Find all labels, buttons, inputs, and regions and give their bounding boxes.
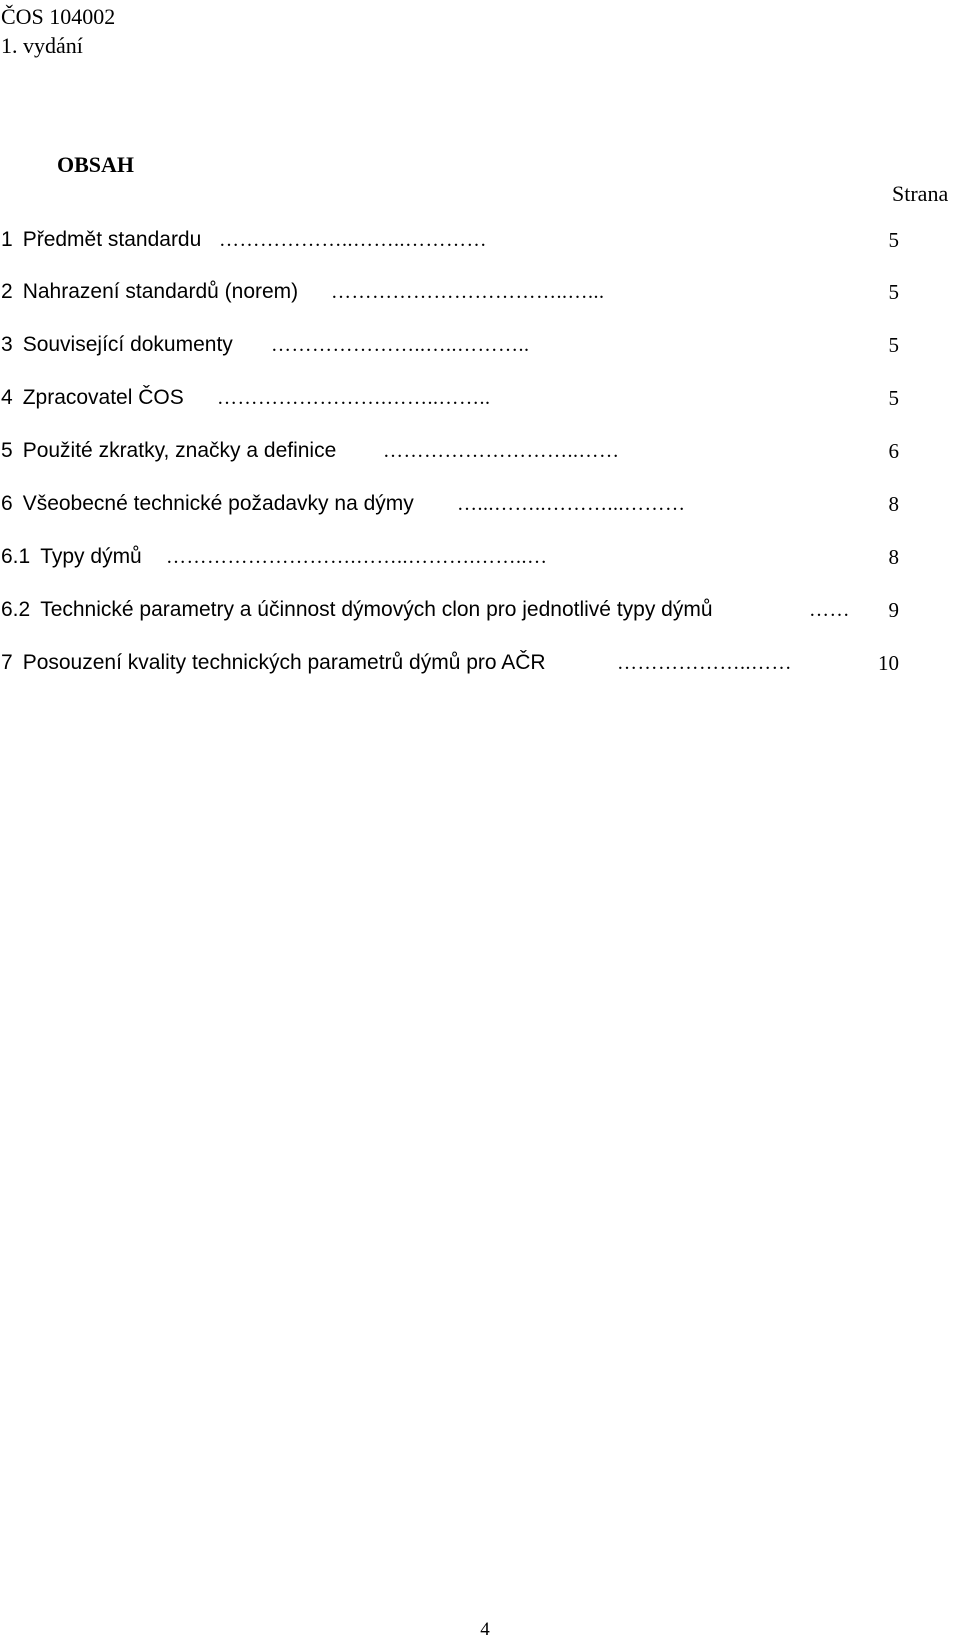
- toc-leader-dots: ………………………..……: [383, 440, 620, 462]
- page-number-value: 4: [480, 1619, 490, 1640]
- toc-entry-title: [1, 383, 184, 413]
- toc-leader-dots: ………………..……: [617, 652, 792, 674]
- toc-entry-page: 8: [888, 492, 899, 516]
- toc-entry-number: 6.2: [1, 598, 31, 621]
- toc-leader-dots: ……: [809, 599, 850, 621]
- toc-entry-title: [1, 436, 336, 466]
- toc-title: OBSAH: [57, 152, 135, 177]
- toc-entry[interactable]: [1, 383, 941, 413]
- toc-entry[interactable]: [1, 648, 941, 678]
- toc-entry-number: 5: [1, 439, 13, 462]
- toc-entry-page: 5: [888, 333, 899, 357]
- page-column-label: Strana: [892, 181, 949, 206]
- toc-entry-number: 3: [1, 333, 13, 356]
- toc-entry[interactable]: [1, 542, 941, 572]
- toc-entry-number: 6: [1, 492, 13, 515]
- toc-entry-title: [1, 277, 298, 307]
- toc-entry-page: 8: [888, 545, 899, 569]
- page-number: [0, 1619, 960, 1641]
- toc-entry[interactable]: [1, 489, 941, 519]
- toc-entry-label: Typy dýmů: [40, 545, 142, 568]
- toc-entry-title: [1, 648, 546, 678]
- toc-entry-label: Předmět standardu: [22, 228, 202, 251]
- toc-entry-title: [1, 489, 414, 519]
- toc-entry-page: 10: [878, 651, 899, 675]
- toc-leader-dots: ………………..……..…………: [219, 229, 487, 251]
- document-id: ČOS 104002: [1, 4, 116, 29]
- toc-entry-label: Nahrazení standardů (norem): [22, 280, 299, 303]
- toc-entry[interactable]: [1, 277, 941, 307]
- toc-leader-dots: …………………..…..………..: [271, 334, 530, 356]
- toc-entry-label: Zpracovatel ČOS: [22, 386, 184, 409]
- toc-leader-dots: …...……..………...………: [457, 493, 686, 515]
- toc-entry-number: 4: [1, 386, 13, 409]
- toc-entry-label: Použité zkratky, značky a definice: [22, 439, 337, 462]
- toc-entry-title: [1, 330, 233, 360]
- toc-entry[interactable]: [1, 225, 941, 255]
- toc-entry-label: Všeobecné technické požadavky na dýmy: [22, 492, 414, 515]
- toc-leader-dots: ……………………………..…...: [331, 281, 605, 303]
- toc-entry-title: [1, 542, 142, 572]
- edition-label: 1. vydání: [1, 33, 83, 58]
- toc-entry-page: 6: [888, 439, 899, 463]
- toc-entry-page: 9: [888, 598, 899, 622]
- toc-entry-page: 5: [888, 280, 899, 304]
- toc-entry-page: 5: [888, 228, 899, 252]
- toc-entry-number: 1: [1, 228, 13, 251]
- toc-leader-dots: ……………………….……..……….……..…: [166, 546, 548, 568]
- toc-leader-dots: …………………….……..……..: [217, 387, 491, 409]
- toc-entry[interactable]: [1, 436, 941, 466]
- toc-entry-page: 5: [888, 386, 899, 410]
- toc-entry[interactable]: [1, 595, 941, 625]
- toc-entry-label: Související dokumenty: [22, 333, 233, 356]
- toc-entry-title: [1, 225, 201, 255]
- toc-entry-number: 6.1: [1, 545, 31, 568]
- toc-entry-number: 2: [1, 280, 13, 303]
- toc-entry-title: [1, 595, 713, 625]
- toc-entry-label: Posouzení kvality technických parametrů dýmů pro AČR: [22, 651, 546, 674]
- toc-entry[interactable]: [1, 330, 941, 360]
- toc-entry-number: 7: [1, 651, 13, 674]
- toc-entry-label: Technické parametry a účinnost dýmových clon pro jednotlivé typy dýmů: [40, 598, 713, 621]
